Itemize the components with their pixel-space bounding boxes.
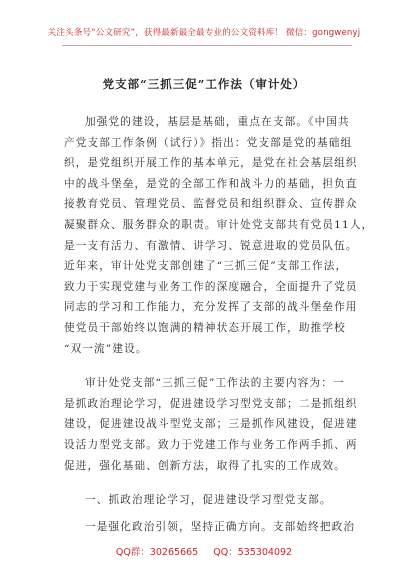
paragraph-2: [64, 373, 358, 476]
paragraph-line: 使党员干部始终以饱满的精神状态开展工作，助推学校: [64, 321, 346, 334]
paragraph-line: 加强党的建设，基层是基础，重点在支部。《中国共: [85, 116, 350, 128]
document-title: 党支部“三抓三促”工作法（审计处）: [102, 77, 306, 91]
header-note: 关注头条号“公文研究”，获得最新最全最专业的公文资料库！ 微信：gongwenyj: [47, 28, 361, 38]
paragraph-line: 审计处党支部“三抓三促”工作法的主要内容为：一: [85, 377, 345, 390]
paragraph-line: 促进，强化基础、创新方法，取得了扎实的工作成效。: [64, 459, 346, 472]
paragraph-line: 同志的学习和工作能力，充分发挥了支部的战斗堡垒作用: [64, 301, 358, 314]
paragraph-line: 近年来，审计处党支部创建了“三抓三促”支部工作法，: [64, 260, 348, 273]
paragraph-line: 中的战斗堡垒，是党的全部工作和战斗力的基础，担负直: [64, 177, 358, 190]
paragraph-line: 接教育党员、管理党员、监督党员和组织群众、宣传群众: [64, 198, 358, 211]
footer-contact: [0, 544, 408, 558]
document-body: [64, 112, 374, 537]
paragraph-line: 一是强化政治引领，坚持正确方向。支部始终把政治: [85, 520, 356, 533]
paragraph-line: 建设，促进建设战斗型党支部；三是抓作风建设，促进建: [64, 418, 358, 431]
paragraph-line: 致力于实现党建与业务工作的深度融合，全面提升了党员: [64, 280, 358, 293]
header-divider: [62, 45, 352, 46]
paragraph-line: 织，是党组织开展工作的基本单元，是党在社会基层组织: [64, 157, 358, 170]
footer-qq-group: QQ群：30265665: [115, 547, 199, 558]
section-heading: 一、抓政治理论学习，促进建设学习型党支部。: [85, 494, 332, 507]
paragraph-line: 是一支有活力、有激情、讲学习、锐意进取的党员队伍。: [64, 239, 358, 252]
footer-qq: QQ：535304092: [213, 547, 293, 558]
paragraph-line: 产党支部工作条例（试行）》指出：党支部是党的基础组: [64, 136, 353, 149]
paragraph-line: 凝聚群众、服务群众的职责。审计处党支部共有党员11人，: [64, 218, 374, 231]
paragraph-line: “双一流”建设。: [64, 342, 148, 355]
paragraph-1: [64, 112, 374, 359]
paragraph-line: 是抓政治理论学习，促进建设学习型党支部；二是抓组织: [64, 397, 358, 410]
paragraph-line: 设活力型党支部。致力于党建工作与业务工作两手抓、两: [64, 438, 358, 451]
